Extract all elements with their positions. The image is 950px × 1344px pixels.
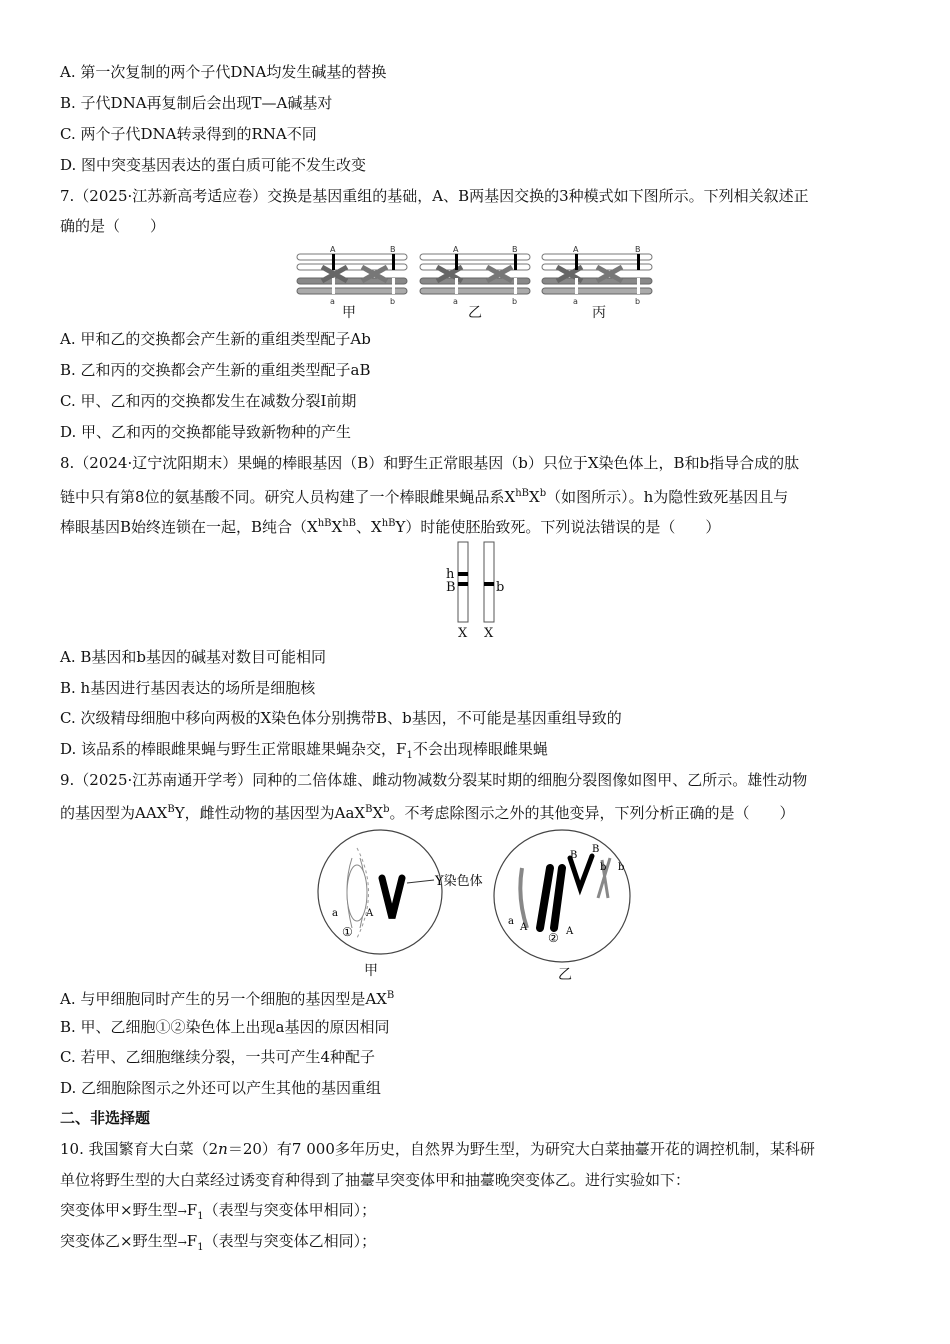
fig-label-jia: 甲	[342, 305, 356, 321]
svg-text:a: a	[330, 297, 335, 306]
svg-text:②: ②	[548, 931, 559, 945]
cell-label-yi: 乙	[558, 967, 572, 983]
fig-label-bing: 丙	[592, 305, 606, 321]
q8-option-d: D. 该品系的棒眼雌果蝇与野生正常眼雄果蝇杂交，$F_1$不会出现棒眼雌果蝇	[60, 740, 548, 761]
fig-label-yi: 乙	[468, 305, 482, 321]
cell-label-jia: 甲	[364, 963, 378, 979]
crossover-diagram-jia	[297, 254, 407, 294]
q6-option-a: A. 第一次复制的两个子代DNA均发生碱基的替换	[60, 63, 387, 81]
q9-option-d: D. 乙细胞除图示之外还可以产生其他的基因重组	[60, 1079, 382, 1097]
q8-option-b: B. h基因进行基因表达的场所是细胞核	[60, 679, 316, 697]
cell-jia	[318, 830, 442, 954]
q7-stem: 7.（2025·江苏新高考适应卷）交换是基因重组的基础，A、B两基因交换的3种模式如下图所示。下列相关叙述正	[60, 187, 809, 205]
svg-text:b: b	[618, 862, 625, 873]
gene-label-a-upper: A	[330, 245, 336, 254]
svg-text:b: b	[512, 297, 518, 306]
svg-text:B: B	[446, 580, 456, 595]
svg-text:h: h	[446, 567, 455, 582]
svg-text:a: a	[508, 916, 514, 927]
q6-option-b: B. 子代DNA再复制后会出现T—A碱基对	[60, 94, 333, 112]
q8-chromosome-figure	[440, 540, 520, 640]
crossover-diagram-yi	[420, 254, 530, 294]
svg-text:B: B	[570, 850, 578, 861]
q7-option-d: D. 甲、乙和丙的交换都能导致新物种的产生	[60, 423, 352, 441]
q6-option-d: D. 图中突变基因表达的蛋白质可能不发生改变	[60, 156, 367, 174]
q9-option-a: A. 与甲细胞同时产生的另一个细胞的基因型是$AX^B$	[60, 990, 395, 1008]
q9-stem: 9.（2025·江苏南通开学考）同种的二倍体雄、雌动物减数分裂某时期的细胞分裂图像如图甲、乙所示。雄性动物	[60, 771, 808, 789]
q9-stem-line2: 的基因型为$AAX^BY$，雌性动物的基因型为$AaX^BX^b$。不考虑除图示之外的其他变异，下列分析正确的是（ ）	[60, 804, 795, 822]
q7-option-c: C. 甲、乙和丙的交换都发生在减数分裂Ⅰ前期	[60, 392, 357, 410]
q7-stem-cont: 确的是（ ）	[60, 217, 166, 235]
q10-cross-1: 突变体甲×野生型$\to F_1$（表型与突变体甲相同）；	[60, 1201, 377, 1222]
svg-text:A: A	[366, 908, 374, 919]
svg-text:a: a	[573, 297, 578, 306]
q9-option-b: B. 甲、乙细胞①②染色体上出现a基因的原因相同	[60, 1018, 390, 1036]
q7-option-b: B. 乙和丙的交换都会产生新的重组类型配子aB	[60, 361, 371, 379]
svg-text:b: b	[635, 297, 641, 306]
q10-stem-line2: 单位将野生型的大白菜经过诱变育种得到了抽薹早突变体甲和抽薹晚突变体乙。进行实验如下：	[60, 1171, 691, 1189]
q8-option-c: C. 次级精母细胞中移向两极的X染色体分别携带B、b基因，不可能是基因重组导致的	[60, 709, 622, 727]
q10-cross-2: 突变体乙×野生型$\to F_1$（表型与突变体乙相同）；	[60, 1232, 377, 1253]
svg-text:X: X	[458, 626, 468, 640]
svg-text:B: B	[390, 245, 396, 254]
q6-option-c: C. 两个子代DNA转录得到的RNA不同	[60, 125, 317, 143]
svg-text:①: ①	[342, 925, 353, 939]
svg-text:a: a	[453, 297, 458, 306]
q8-stem-line3: 棒眼基因B始终连锁在一起，B纯合（$X^{hB}X^{hB}$、$X^{hB}Y$）时能使胚胎致死。下列说法错误的是（ ）	[60, 518, 721, 536]
section-heading: 二、非选择题	[60, 1109, 151, 1127]
svg-text:A: A	[520, 922, 528, 933]
crossover-diagram-bing	[542, 254, 652, 294]
svg-text:A: A	[573, 245, 579, 254]
y-chromosome-label: Y染色体	[435, 874, 483, 889]
q9-cell-figure	[312, 828, 642, 983]
svg-text:X: X	[484, 626, 494, 640]
svg-text:A: A	[453, 245, 459, 254]
q8-option-a: A. B基因和b基因的碱基对数目可能相同	[60, 648, 326, 666]
cell-yi	[494, 830, 630, 962]
svg-text:B: B	[592, 844, 600, 855]
q8-stem: 8.（2024·辽宁沈阳期末）果蝇的棒眼基因（B）和野生正常眼基因（b）只位于X染色体上，B和b指导合成的肽	[60, 454, 800, 472]
svg-text:b: b	[390, 297, 396, 306]
q8-stem-line2: 链中只有第8位的氨基酸不同。研究人员构建了一个棒眼雌果蝇品系$X^{hB}X^b$（如图所示）。h为隐性致死基因且与	[60, 488, 789, 506]
svg-text:b: b	[600, 862, 607, 873]
svg-text:b: b	[496, 580, 505, 595]
svg-text:a: a	[332, 908, 338, 919]
q7-option-a: A. 甲和乙的交换都会产生新的重组类型配子Ab	[60, 330, 371, 348]
q7-crossover-figure	[292, 244, 662, 324]
svg-text:B: B	[635, 245, 641, 254]
svg-text:B: B	[512, 245, 518, 254]
q9-option-c: C. 若甲、乙细胞继续分裂，一共可产生4种配子	[60, 1048, 376, 1066]
q10-stem: 10. 我国繁育大白菜（2n＝20）有7 000多年历史，自然界为野生型，为研究大白菜抽薹开花的调控机制，某科研	[60, 1140, 815, 1158]
svg-text:A: A	[566, 926, 574, 937]
